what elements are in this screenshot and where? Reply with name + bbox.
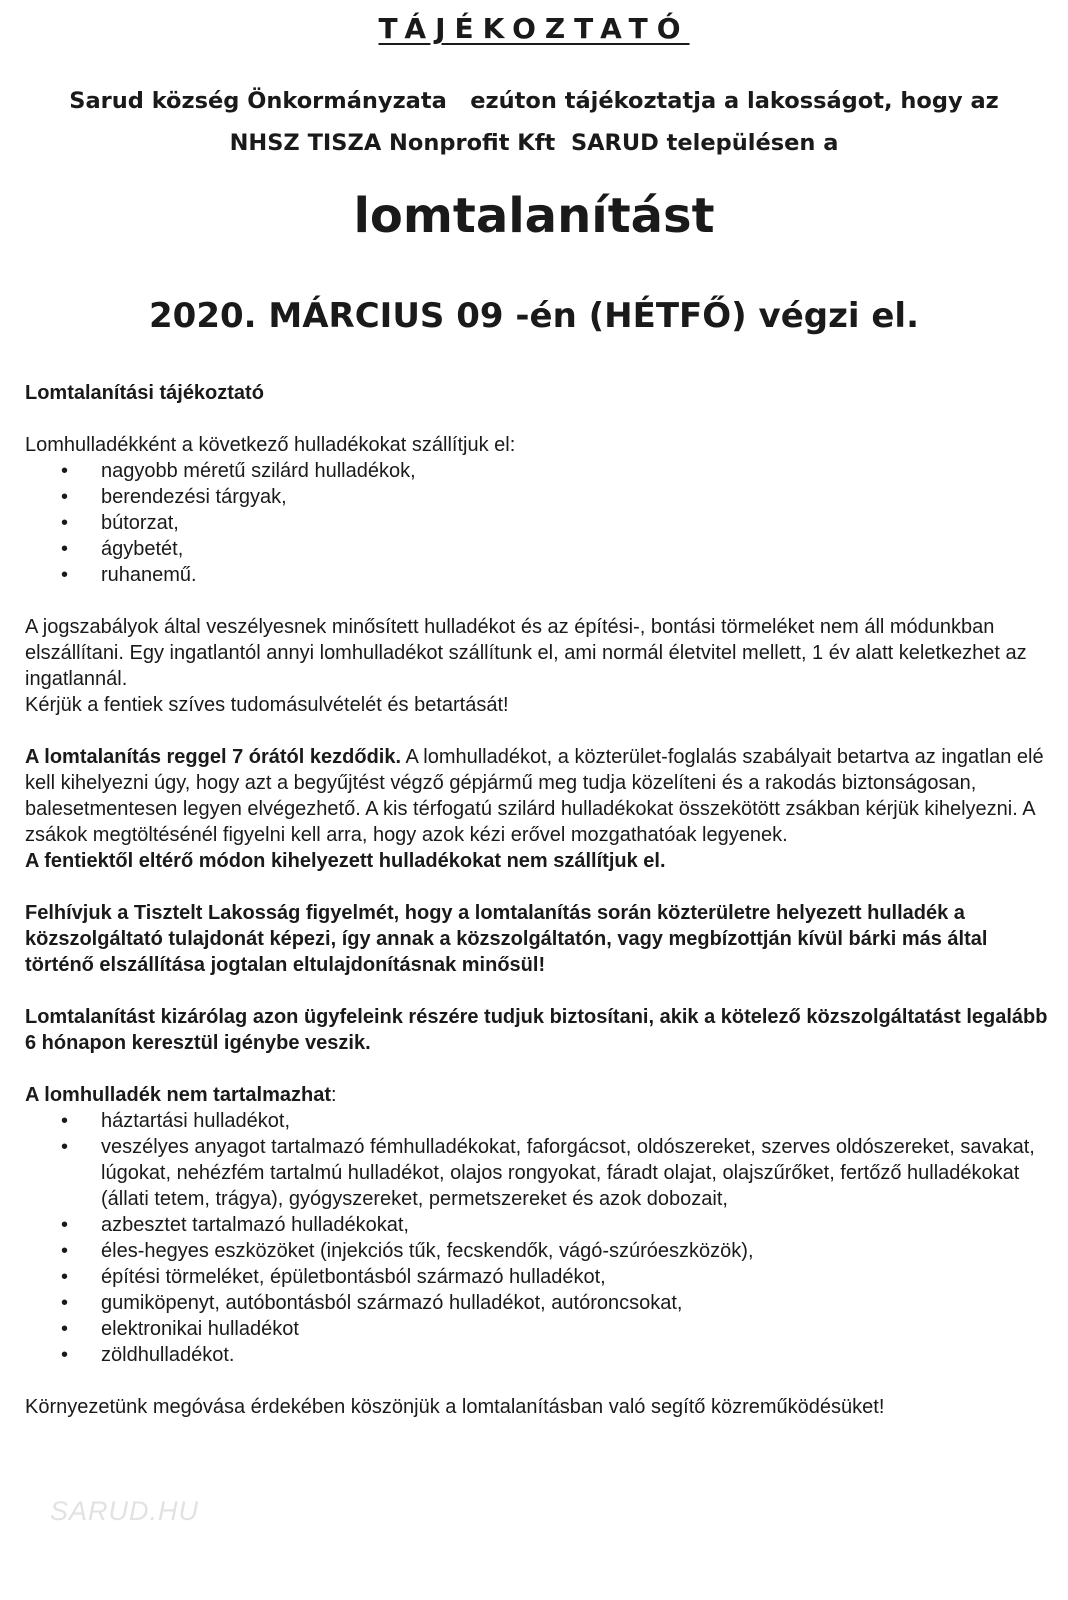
headline-word: lomtalanítást: [353, 188, 715, 244]
closing-text: Környezetünk megóvása érdekében köszönjük a lomtalanításban való segítő közreműködésüket!: [25, 1396, 885, 1418]
accepted-item: • bútorzat,: [101, 510, 1050, 536]
document-body: [25, 380, 1050, 1420]
date-line: 2020. MÁRCIUS 09 -én (HÉTFŐ) végzi el.: [149, 296, 919, 336]
excluded-item: • építési törmeléket, épületbontásból származó hulladékot,: [101, 1264, 1050, 1290]
section-heading: Lomtalanítási tájékoztató: [25, 382, 264, 404]
spacer: [25, 978, 1050, 1004]
excluded-heading: A lomhulladék nem tartalmazhat:: [25, 1084, 337, 1106]
accepted-item: • ágybetét,: [101, 536, 1050, 562]
paragraph-warning: A fentiektől eltérő módon kihelyezett hulladékokat nem szállítjuk el.: [25, 850, 666, 872]
excluded-item: • zöldhulladékot.: [101, 1342, 1050, 1368]
watermark: SARUD.HU: [50, 1496, 200, 1526]
accepted-item: • nagyobb méretű szilárd hulladékok,: [101, 458, 1050, 484]
excluded-item: • elektronikai hulladékot: [101, 1316, 1050, 1342]
accepted-item: • ruhanemű.: [101, 562, 1050, 588]
excluded-item: • háztartási hulladékot,: [101, 1108, 1050, 1134]
spacer: [25, 874, 1050, 900]
intro-line-2: NHSZ TISZA Nonprofit Kft SARUD településen a: [229, 130, 839, 156]
excluded-items-list: [25, 1108, 1050, 1368]
excluded-item: • veszélyes anyagot tartalmazó fémhulladékokat, faforgácsot, oldószereket, szerves oldószereket, savakat, lúgokat, nehézfém tartalmú hulladékot, olajos rongyokat, fáradt olajat, olajszűrőket, fertőző hulladékokat (állati tetem, trágya), gyógyszereket, permetszereket és azok dobozait,: [101, 1134, 1050, 1212]
intro-line-1: Sarud község Önkormányzata ezúton tájékoztatja a lakosságot, hogy az: [69, 88, 999, 114]
paragraph-dangerous-waste: A jogszabályok által veszélyesnek minősített hulladékot és az építési-, bontási törmeléket nem áll módunkban elszállítani. Egy ingatlantól annyi lomhulladékot szállítunk el, ami normál életvitel mellett, 1 év alatt keletkezhet az ingatlannál.: [25, 616, 1027, 690]
excluded-item: • gumiköpenyt, autóbontásból származó hulladékot, autóroncsokat,: [101, 1290, 1050, 1316]
accepted-intro: Lomhulladékként a következő hulladékokat szállítjuk el:: [25, 434, 516, 456]
paragraph-eligibility: Lomtalanítást kizárólag azon ügyfeleink részére tudjuk biztosítani, akik a kötelező közszolgáltatást legalább 6 hónapon keresztül igénybe veszik.: [25, 1006, 1048, 1054]
excluded-item: • éles-hegyes eszközöket (injekciós tűk, fecskendők, vágó-szúróeszközök),: [101, 1238, 1050, 1264]
spacer: [25, 1368, 1050, 1394]
accepted-item: • berendezési tárgyak,: [101, 484, 1050, 510]
document-title: TÁJÉKOZTATÓ: [378, 12, 690, 45]
excluded-item: • azbesztet tartalmazó hulladékokat,: [101, 1212, 1050, 1238]
schedule-start-text: A lomtalanítás reggel 7 órától kezdődik.: [25, 746, 402, 768]
spacer: [25, 406, 1050, 432]
paragraph-schedule: [25, 744, 1050, 848]
schedule-details-text: A lomhulladékot, a közterület-foglalás szabályait betartva az ingatlan elé kell kihelyezni úgy, hogy azt a begyűjtést végző gépjármű meg tudja közelíteni és a rakodás biztonságosan, balesetmentesen legyen elvégezhető. A kis térfogatú szilárd hulladékokat összekötött zsákban kérjük kihelyezni. A zsákok megtöltésénél figyelni kell arra, hogy azok kézi erővel mozgathatóak legyenek.: [25, 746, 1044, 846]
spacer: [25, 1056, 1050, 1082]
paragraph-ownership: Felhívjuk a Tisztelt Lakosság figyelmét, hogy a lomtalanítás során közterületre helyezett hulladék a közszolgáltató tulajdonát képezi, így annak a közszolgáltatón, vagy megbízottján kívül bárki más által történő elszállítása jogtalan eltulajdonításnak minősül!: [25, 902, 988, 976]
paragraph-request: Kérjük a fentiek szíves tudomásulvételét és betartását!: [25, 694, 509, 716]
intro-text: [0, 80, 1068, 164]
spacer: [25, 718, 1050, 744]
accepted-items-list: [25, 458, 1050, 588]
spacer: [25, 588, 1050, 614]
